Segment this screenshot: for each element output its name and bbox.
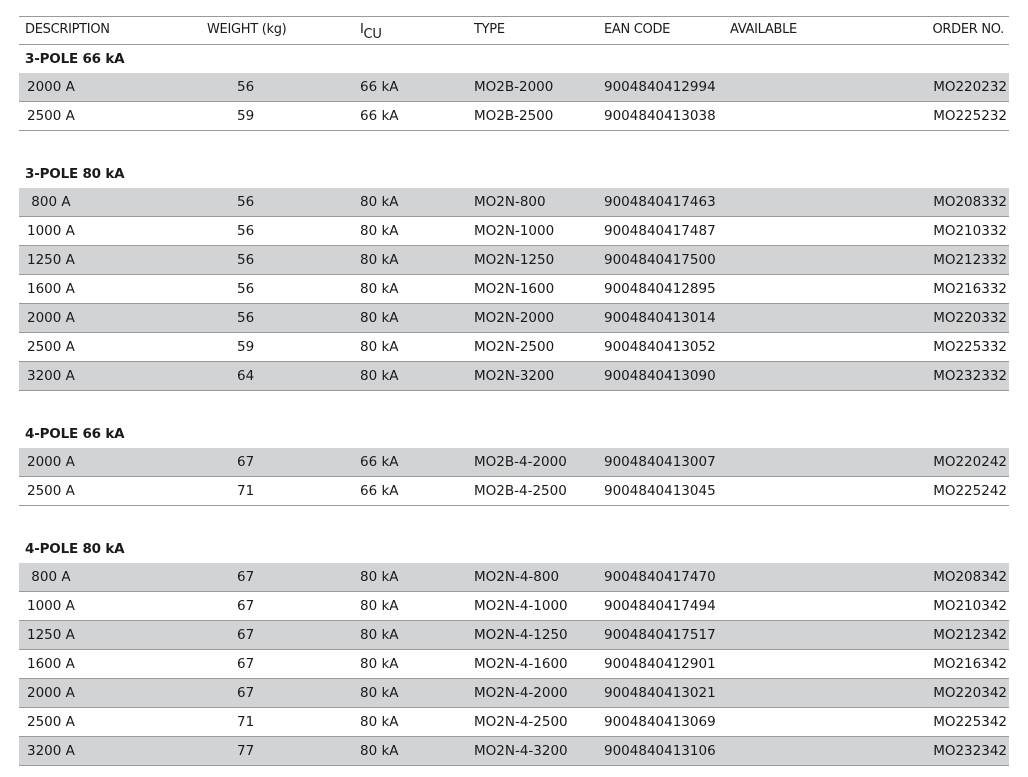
order-no-cell: MO225332 [933, 339, 1007, 355]
table-row [19, 679, 1009, 708]
type-cell: MO2B-4-2000 [474, 454, 567, 470]
table-row [19, 333, 1009, 362]
type-cell: MO2N-4-1250 [474, 627, 568, 643]
table-body [19, 45, 1009, 766]
icu-cell: 66 kA [360, 483, 399, 499]
ean-code-cell: 9004840417463 [604, 194, 716, 210]
table-row [19, 188, 1009, 217]
table-row [19, 708, 1009, 737]
description-cell: 1250 A [27, 627, 75, 643]
header-icu [360, 22, 382, 42]
type-cell: MO2B-4-2500 [474, 483, 567, 499]
type-cell: MO2N-4-1600 [474, 656, 568, 672]
icu-cell: 80 kA [360, 569, 399, 585]
header-ean-code: EAN CODE [604, 22, 671, 37]
description-cell: 3200 A [27, 743, 75, 759]
icu-cell: 66 kA [360, 454, 399, 470]
table-row [19, 275, 1009, 304]
section-spacer [19, 506, 1009, 535]
table-row [19, 592, 1009, 621]
section-spacer [19, 131, 1009, 160]
table-row [19, 650, 1009, 679]
header-available: AVAILABLE [730, 22, 797, 37]
table-row [19, 304, 1009, 333]
order-no-cell: MO210342 [933, 598, 1007, 614]
ean-code-cell: 9004840413090 [604, 368, 716, 384]
weight-cell: 67 [237, 569, 255, 585]
type-cell: MO2N-4-800 [474, 569, 560, 585]
icu-cell: 80 kA [360, 252, 399, 268]
table-row [19, 102, 1009, 131]
weight-cell: 64 [237, 368, 255, 384]
header-description: DESCRIPTION [25, 22, 110, 37]
ean-code-cell: 9004840413038 [604, 108, 716, 124]
weight-cell: 56 [237, 194, 255, 210]
order-no-cell: MO225232 [933, 108, 1007, 124]
order-no-cell: MO225342 [933, 714, 1007, 730]
ean-code-cell: 9004840412994 [604, 79, 716, 95]
description-cell: 800 A [27, 569, 71, 585]
type-cell: MO2N-4-1000 [474, 598, 568, 614]
ean-code-cell: 9004840413045 [604, 483, 716, 499]
order-no-cell: MO220332 [933, 310, 1007, 326]
type-cell: MO2B-2500 [474, 108, 554, 124]
product-table [19, 16, 1009, 766]
description-cell: 2500 A [27, 108, 75, 124]
order-no-cell: MO212342 [933, 627, 1007, 643]
order-no-cell: MO208332 [933, 194, 1007, 210]
icu-cell: 80 kA [360, 598, 399, 614]
section-title: 4-POLE 66 kA [25, 426, 125, 442]
description-cell: 800 A [27, 194, 71, 210]
ean-code-cell: 9004840417500 [604, 252, 716, 268]
order-no-cell: MO225242 [933, 483, 1007, 499]
icu-cell: 80 kA [360, 368, 399, 384]
ean-code-cell: 9004840413021 [604, 685, 716, 701]
description-cell: 2000 A [27, 79, 75, 95]
section-title: 3-POLE 66 kA [25, 51, 125, 67]
type-cell: MO2N-2500 [474, 339, 555, 355]
type-cell: MO2B-2000 [474, 79, 554, 95]
ean-code-cell: 9004840413069 [604, 714, 716, 730]
weight-cell: 56 [237, 252, 255, 268]
weight-cell: 67 [237, 656, 255, 672]
table-row [19, 563, 1009, 592]
table-row [19, 477, 1009, 506]
weight-cell: 59 [237, 108, 255, 124]
ean-code-cell: 9004840417470 [604, 569, 716, 585]
header-icu-subscript: CU [363, 27, 382, 42]
order-no-cell: MO232332 [933, 368, 1007, 384]
description-cell: 1600 A [27, 656, 75, 672]
icu-cell: 80 kA [360, 627, 399, 643]
icu-cell: 80 kA [360, 281, 399, 297]
order-no-cell: MO220232 [933, 79, 1007, 95]
table-header [19, 16, 1009, 45]
ean-code-cell: 9004840413052 [604, 339, 716, 355]
weight-cell: 59 [237, 339, 255, 355]
ean-code-cell: 9004840412895 [604, 281, 716, 297]
table-row [19, 737, 1009, 766]
description-cell: 2500 A [27, 483, 75, 499]
table-row [19, 246, 1009, 275]
icu-cell: 66 kA [360, 108, 399, 124]
order-no-cell: MO220242 [933, 454, 1007, 470]
type-cell: MO2N-1600 [474, 281, 555, 297]
description-cell: 1600 A [27, 281, 75, 297]
header-weight: WEIGHT (kg) [207, 22, 287, 37]
ean-code-cell: 9004840413014 [604, 310, 716, 326]
header-type: TYPE [474, 22, 505, 37]
ean-code-cell: 9004840412901 [604, 656, 716, 672]
order-no-cell: MO208342 [933, 569, 1007, 585]
description-cell: 2500 A [27, 714, 75, 730]
description-cell: 2000 A [27, 454, 75, 470]
weight-cell: 56 [237, 223, 255, 239]
type-cell: MO2N-800 [474, 194, 546, 210]
table-row [19, 621, 1009, 650]
description-cell: 2500 A [27, 339, 75, 355]
weight-cell: 56 [237, 281, 255, 297]
weight-cell: 67 [237, 627, 255, 643]
description-cell: 1000 A [27, 598, 75, 614]
type-cell: MO2N-2000 [474, 310, 555, 326]
icu-cell: 80 kA [360, 339, 399, 355]
description-cell: 1250 A [27, 252, 75, 268]
icu-cell: 66 kA [360, 79, 399, 95]
description-cell: 2000 A [27, 310, 75, 326]
description-cell: 2000 A [27, 685, 75, 701]
section-title: 4-POLE 80 kA [25, 541, 125, 557]
ean-code-cell: 9004840417517 [604, 627, 716, 643]
weight-cell: 56 [237, 310, 255, 326]
description-cell: 1000 A [27, 223, 75, 239]
icu-cell: 80 kA [360, 714, 399, 730]
header-icu-main: I [360, 22, 364, 37]
weight-cell: 67 [237, 598, 255, 614]
icu-cell: 80 kA [360, 743, 399, 759]
ean-code-cell: 9004840413007 [604, 454, 716, 470]
type-cell: MO2N-4-3200 [474, 743, 568, 759]
table-row [19, 362, 1009, 391]
type-cell: MO2N-4-2000 [474, 685, 568, 701]
weight-cell: 77 [237, 743, 255, 759]
type-cell: MO2N-4-2500 [474, 714, 568, 730]
ean-code-cell: 9004840413106 [604, 743, 716, 759]
icu-cell: 80 kA [360, 223, 399, 239]
ean-code-cell: 9004840417494 [604, 598, 716, 614]
table-row [19, 217, 1009, 246]
order-no-cell: MO216342 [933, 656, 1007, 672]
icu-cell: 80 kA [360, 656, 399, 672]
description-cell: 3200 A [27, 368, 75, 384]
type-cell: MO2N-1250 [474, 252, 555, 268]
weight-cell: 67 [237, 454, 255, 470]
weight-cell: 56 [237, 79, 255, 95]
weight-cell: 71 [237, 714, 255, 730]
type-cell: MO2N-1000 [474, 223, 555, 239]
table-row [19, 448, 1009, 477]
order-no-cell: MO232342 [933, 743, 1007, 759]
order-no-cell: MO216332 [933, 281, 1007, 297]
ean-code-cell: 9004840417487 [604, 223, 716, 239]
order-no-cell: MO220342 [933, 685, 1007, 701]
section-spacer [19, 391, 1009, 420]
table-row [19, 73, 1009, 102]
icu-cell: 80 kA [360, 685, 399, 701]
weight-cell: 71 [237, 483, 255, 499]
order-no-cell: MO210332 [933, 223, 1007, 239]
weight-cell: 67 [237, 685, 255, 701]
order-no-cell: MO212332 [933, 252, 1007, 268]
section-title: 3-POLE 80 kA [25, 166, 125, 182]
icu-cell: 80 kA [360, 310, 399, 326]
icu-cell: 80 kA [360, 194, 399, 210]
type-cell: MO2N-3200 [474, 368, 555, 384]
header-order-no: ORDER NO. [932, 22, 1004, 37]
